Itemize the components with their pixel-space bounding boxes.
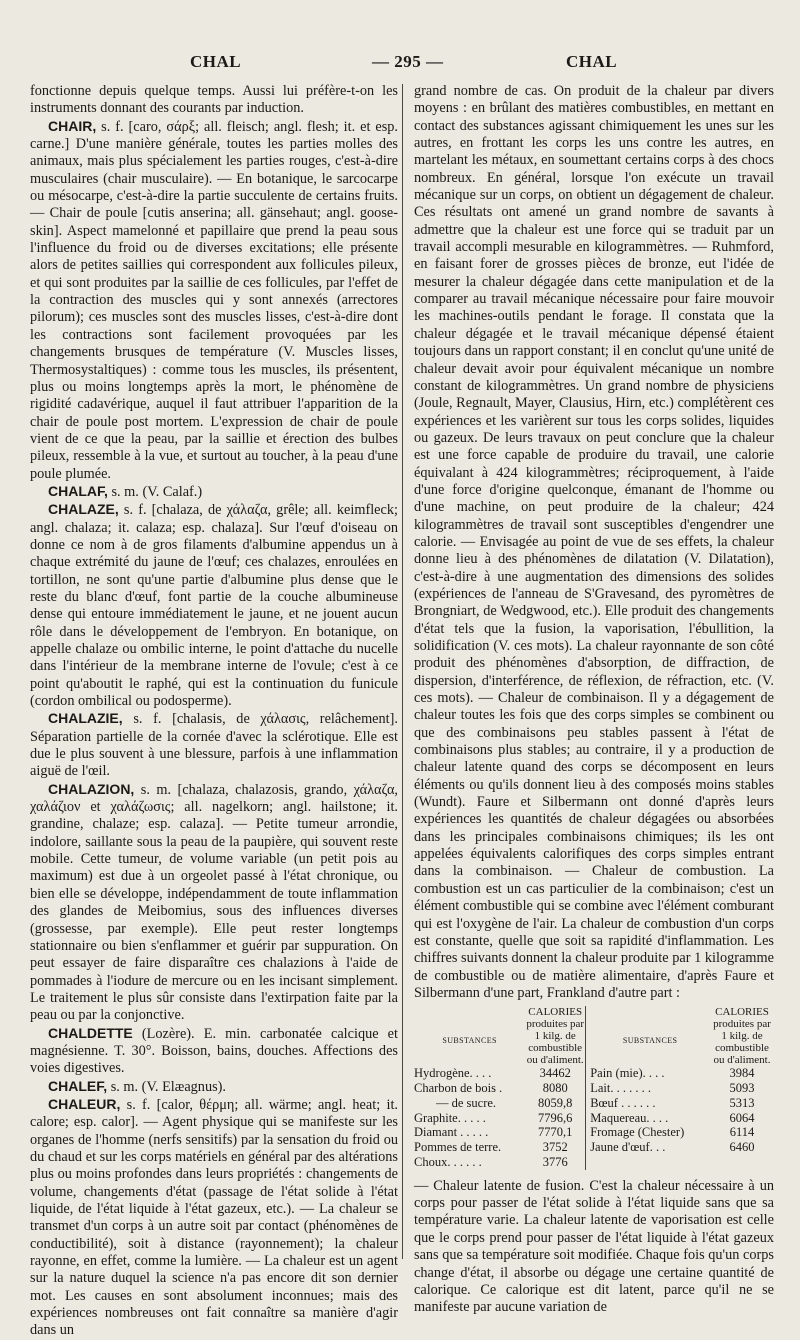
calorie-value: 8080: [542, 1081, 568, 1096]
substance-name: Hydrogène. . . .: [414, 1066, 492, 1081]
entry-chaleur: [30, 1096, 398, 1340]
definition: s. f. [chalasis, de χάλασις, relâchement]. Séparation partielle de la cornée d'avec la sclérotique. Elle est due le plus souvent à une blessure, parfois à une inflammation aiguë de l'œil.: [30, 711, 398, 780]
page-number: — 295 —: [372, 52, 444, 71]
headword: CHALAZE,: [48, 501, 119, 518]
calorie-value: 7770,1: [538, 1125, 573, 1140]
column-divider: [402, 84, 403, 1259]
substance-name: Lait. . . . . . .: [586, 1081, 710, 1096]
table-row: [414, 1081, 774, 1096]
chaleur-continued: grand nombre de cas. On produit de la chaleur par divers moyens : en brûlant des matières combustibles, en mettant en contact des substances agissant chimiquement les unes sur les autres, en frottant les corps les uns contre les autres, en martelant les métaux, en soumettant certains corps à des chocs nombreux. En général, lorsque l'on exécute un travail mécanique sur un corps, on obtient un dégagement de chaleur. Ces résultats ont amené un grand nombre de savants à admettre que la chaleur est une force qui se traduit par un travail accompli mesurable en kilogrammètres. — Ruhmford, en faisant forer de grosses pièces de bronze, eut l'idée de mesurer la chaleur dégagée dans cette manipulation et de la comparer au travail mécanique nécessaire pour faire mouvoir les machines-outils pendant le forage. Il constata que la chaleur dégagée et le travail mécanique dépensé étaient toujours dans un rapport constant; il en conclut qu'une unité de chaleur devait avoir pour équivalent mécanique un nombre constant de kilogrammètres. Un grand nombre de physiciens (Joule, Regnault, Mayer, Clausius, Hirn, etc.) complétèrent ces expériences et les varièrent sur tous les corps solides, liquides ou gazeux. De leurs travaux on peut conclure que la chaleur est une force capable de produire du travail, une calorie équivalant à 424 kilogrammètres; réciproquement, à l'aide d'une force d'origine quelconque, émanant de l'homme ou d'une machine, on peut produire de la chaleur; 424 kilogrammètres de travail sont susceptibles d'engendrer une calorie. — Envisagée au point de vue de ses effets, la chaleur donne lieu à des phénomènes de dilatation (V. Dilatation), c'est-à-dire à une augmentation des dimensions des solides (expériences de l'anneau de S'Gravesand, des pyromètres de Brongniart, de Wedgwood, etc.). Elle produit des changements d'état tels que la fusion, la vaporisation, l'ébullition, la solidification (V. ces mots). La chaleur rayonnante de son côté produit des phénomènes d'absorption, de diffraction, de dispersion, d'interférence, de réflexion, de réfraction, etc. (V. ces mots). — Chaleur de combinaison. Il y a dégagement de chaleur toutes les fois que des corps simples se combinent ou que des combinaisons peu stables passent à l'état de combinaisons plus stables; au contraire, il y a production de chaleur latente quand des corps se décomposent en leurs éléments ou qu'ils donnent lieu à des composés moins stables (Wundt). Faure et Silbermann ont donné d'après leurs expériences les quantités de chaleur dégagées ou absorbées dans les principales combinaisons chimiques; ils les ont appelées équivalents calorifiques des corps simples entrant dans la combinaison. — Chaleur de combustion. La combustion est un cas particulier de la combinaison; c'est un élément combustible qui se combine avec l'élément comburant qui est l'oxygène de l'air. La chaleur de combustion d'un corps est constante, quelle que soit sa rapidité d'inflammation. Les chiffres suivants donnent la chaleur produite par 1 kilogramme de combustible ou de matière alimentaire, d'après Faure et Silbermann d'une part, Frankland d'autre part :: [414, 83, 774, 1001]
substance-name: Bœuf . . . . . .: [586, 1096, 710, 1111]
substance-name: Choux. . . . . .: [414, 1155, 482, 1169]
headword: CHAIR,: [48, 117, 97, 134]
substance-name: Charbon de bois .: [414, 1081, 503, 1096]
calorie-value: 6114: [729, 1125, 755, 1140]
left-column: [30, 83, 399, 1339]
calorie-value: 3776: [542, 1155, 568, 1169]
table-header-substances: SUBSTANCES: [586, 1006, 710, 1066]
calories-table: [414, 1006, 774, 1170]
headword: CHALEUR,: [48, 1095, 121, 1112]
calorie-value: 34462: [539, 1066, 571, 1081]
entry-chair: [30, 118, 398, 483]
chaleur-latente-paragraph: — Chaleur latente de fusion. C'est la chaleur nécessaire à un corps pour passer de l'état solide à l'état liquide sans que sa température varie. La chaleur latente de vaporisation est celle que le corps prend pour passer de l'état liquide à l'état gazeux sans que sa température soit modifiée. Chaque fois qu'un corps change d'état, il absorbe ou dégage une certaine quantité de calorique. Ce calorique est dit latent, parce qu'il ne se manifeste par aucune variation de: [414, 1177, 774, 1316]
running-head-right: CHAL: [566, 52, 618, 71]
substance-name: Fromage (Chester): [586, 1125, 710, 1140]
table-row: [414, 1125, 774, 1140]
definition: s. f. [chalaza, de χάλαζα, grêle; all. keimfleck; angl. chalaza; it. calaza; esp. chalaza]. Sur l'œuf d'oiseau on donne ce nom à de gros filaments d'albumine appendus un à chaque extrémité du jaune de l'œuf; ces chalazes, enroulées en tortillon, ne sont qu'une partie d'albumine plus dense que le reste du blanc d'œuf, font partie de la couche albumineuse dense qui entoure immédiatement le jaune, et ne jouent aucun rôle dans le développement de l'embryon. En botanique, on appelle chalaze ou ombilic interne, le point d'attache du nucelle dans l'intérieur de la membrane interne de l'ovule; c'est à ce point qu'aboutit le raphé, qui est la continuation du funicule (cordon ombilical ou podosperme).: [30, 502, 398, 710]
substance-name: Pain (mie). . . .: [586, 1066, 710, 1081]
substance-name: Maquereau. . . .: [586, 1111, 710, 1126]
definition: s. m. (V. Elæagnus).: [110, 1078, 227, 1095]
headword: CHALAF,: [48, 482, 108, 499]
calorie-value: 5093: [729, 1081, 755, 1096]
table-header-calories: CALORIES produites par 1 kilg. de combustible ou d'aliment.: [713, 1006, 771, 1067]
headword: CHALEF,: [48, 1077, 108, 1094]
calorie-value: 3984: [729, 1066, 755, 1081]
table-header-calories: CALORIES produites par 1 kilg. de combustible ou d'aliment.: [526, 1006, 585, 1067]
definition: s. m. (V. Calaf.): [111, 483, 203, 500]
headword: CHALDETTE: [48, 1024, 133, 1041]
empty-cell: [710, 1155, 774, 1170]
table-row: [414, 1111, 774, 1126]
running-head-left: CHAL: [190, 52, 242, 71]
continued-text: fonctionne depuis quelque temps. Aussi lui préfère-t-on les instruments donnant des courants par induction.: [30, 83, 398, 117]
substance-name: Jaune d'œuf. . .: [586, 1140, 710, 1155]
entry-chalaf: [30, 483, 398, 501]
substance-name: Diamant . . . . .: [414, 1125, 489, 1140]
calorie-value: 6460: [729, 1140, 755, 1155]
definition: s. m. [chalaza, chalazosis, grando, χάλαζα, χαλάζιον et χαλάζωσις; all. nagelkorn; angl. hailstone; it. grandine, chalaze; esp. calaza]. — Petite tumeur arrondie, indolore, saillante sous la peau de la paupière, qui souvent reste mobile. Cette tumeur, de volume variable (un petit pois au maximum) est due à un orgeolet passé à l'état chronique, ou bien elle se développe, indépendamment de toute inflammation des glandes de Meibomius, sous des influences diverses (grossesse, par exemple). Elle peut rester longtemps stationnaire ou bien s'enflammer et guérir par suppuration. On peut essayer de faire disparaître ces chalazions à l'aide de pommades à l'iodure de mercure ou en les incisant simplement. Le traitement le plus sûr consiste dans l'extirpation faite par la peau ou par la conjonctive.: [30, 781, 399, 1024]
definition: s. f. [calor, θέρμη; all. wärme; angl. heat; it. calore; esp. calor]. — Agent physique qui se manifeste sur les organes de l'homme (nerfs sensitifs) par la sensation du froid ou du chaud et sur les corps matériels en général par des altérations plus ou moins profondes dans leurs propriétés : changements de volume, changements d'état (passage de l'état solide à l'état liquide, de l'état liquide à l'état gazeux, etc.). — La chaleur se transmet d'un corps à un autre soit par contact (phénomènes de conductibilité), soit à distance (rayonnement); la chaleur rayonne, en effet, comme la lumière. — La chaleur est un agent sur la nature duquel la science n'a pas encore dit son dernier mot. Les causes en sont absolument inconnues; mais des expériences nombreuses ont fait connaître sa manière d'agir dans un: [30, 1096, 398, 1339]
entry-chaldette: [30, 1025, 398, 1078]
calorie-value: 3752: [542, 1140, 568, 1155]
table-row: [414, 1140, 774, 1155]
empty-cell: [586, 1155, 710, 1170]
substance-name: Pommes de terre.: [414, 1140, 502, 1155]
calorie-value: 8059,8: [538, 1095, 573, 1110]
table-row: [414, 1066, 774, 1081]
headword: CHALAZIE,: [48, 710, 123, 727]
entry-chalazion: [30, 781, 398, 1025]
table-row: [414, 1096, 774, 1111]
headword: CHALAZION,: [48, 780, 135, 797]
entry-chalef: [30, 1078, 398, 1096]
calorie-value: 5313: [729, 1095, 755, 1110]
table-row: [414, 1155, 774, 1170]
right-column: [414, 83, 774, 1316]
table-header-substances: SUBSTANCES: [442, 1036, 497, 1046]
definition: s. f. [caro, σάρξ; all. fleisch; angl. flesh; it. et esp. carne.] D'une manière générale, toutes les parties molles des animaux, mais plus spécialement les parties rouges, c'est-à-dire musculaires (chair musculaire). — En botanique, le sarcocarpe ou mésocarpe, c'est-à-dire la partie succulente de certains fruits. — Chair de poule [cutis anserina; all. gänsehaut; angl. goose-skin]. Aspect mamelonné et papillaire que prend la peau sous l'influence du froid ou de diverses excitations; elle présente alors de petites saillies qui correspondent aux follicules pileux, et qui sont produites par la saillie de ces follicules, par l'effet de la contraction des muscles qui y sont annexés (arrectores pilorum); ces muscles sont des muscles lisses, c'est-à-dire dont les contractions sont facilement provoquées par les changements brusques de température (V. Muscles lisses, Thermosystaltiques) : comme tous les muscles, ils présentent, plus ou moins longtemps après la mort, le phénomène de rigidité cadavérique, auquel il faut attribuer l'apparition de la chair de poule post mortem. L'expression de chair de poule vient de ce que la peau, par la saillie et érection des bulbes pileux, ressemble à la vue, et surtout au toucher, à la peau d'une poule plumée.: [30, 118, 398, 482]
definition: (Lozère). E. min. carbonatée calcique et magnésienne. T. 30°. Boisson, bains, douches. Affections des voies digestives.: [30, 1025, 398, 1077]
substance-name: — de sucre.: [436, 1095, 497, 1110]
calorie-value: 7796,6: [538, 1110, 573, 1125]
calorie-value: 6064: [729, 1110, 755, 1125]
entry-chalaze: [30, 501, 398, 710]
entry-chalazie: [30, 710, 398, 780]
substance-name: Graphite. . . . .: [414, 1110, 486, 1125]
